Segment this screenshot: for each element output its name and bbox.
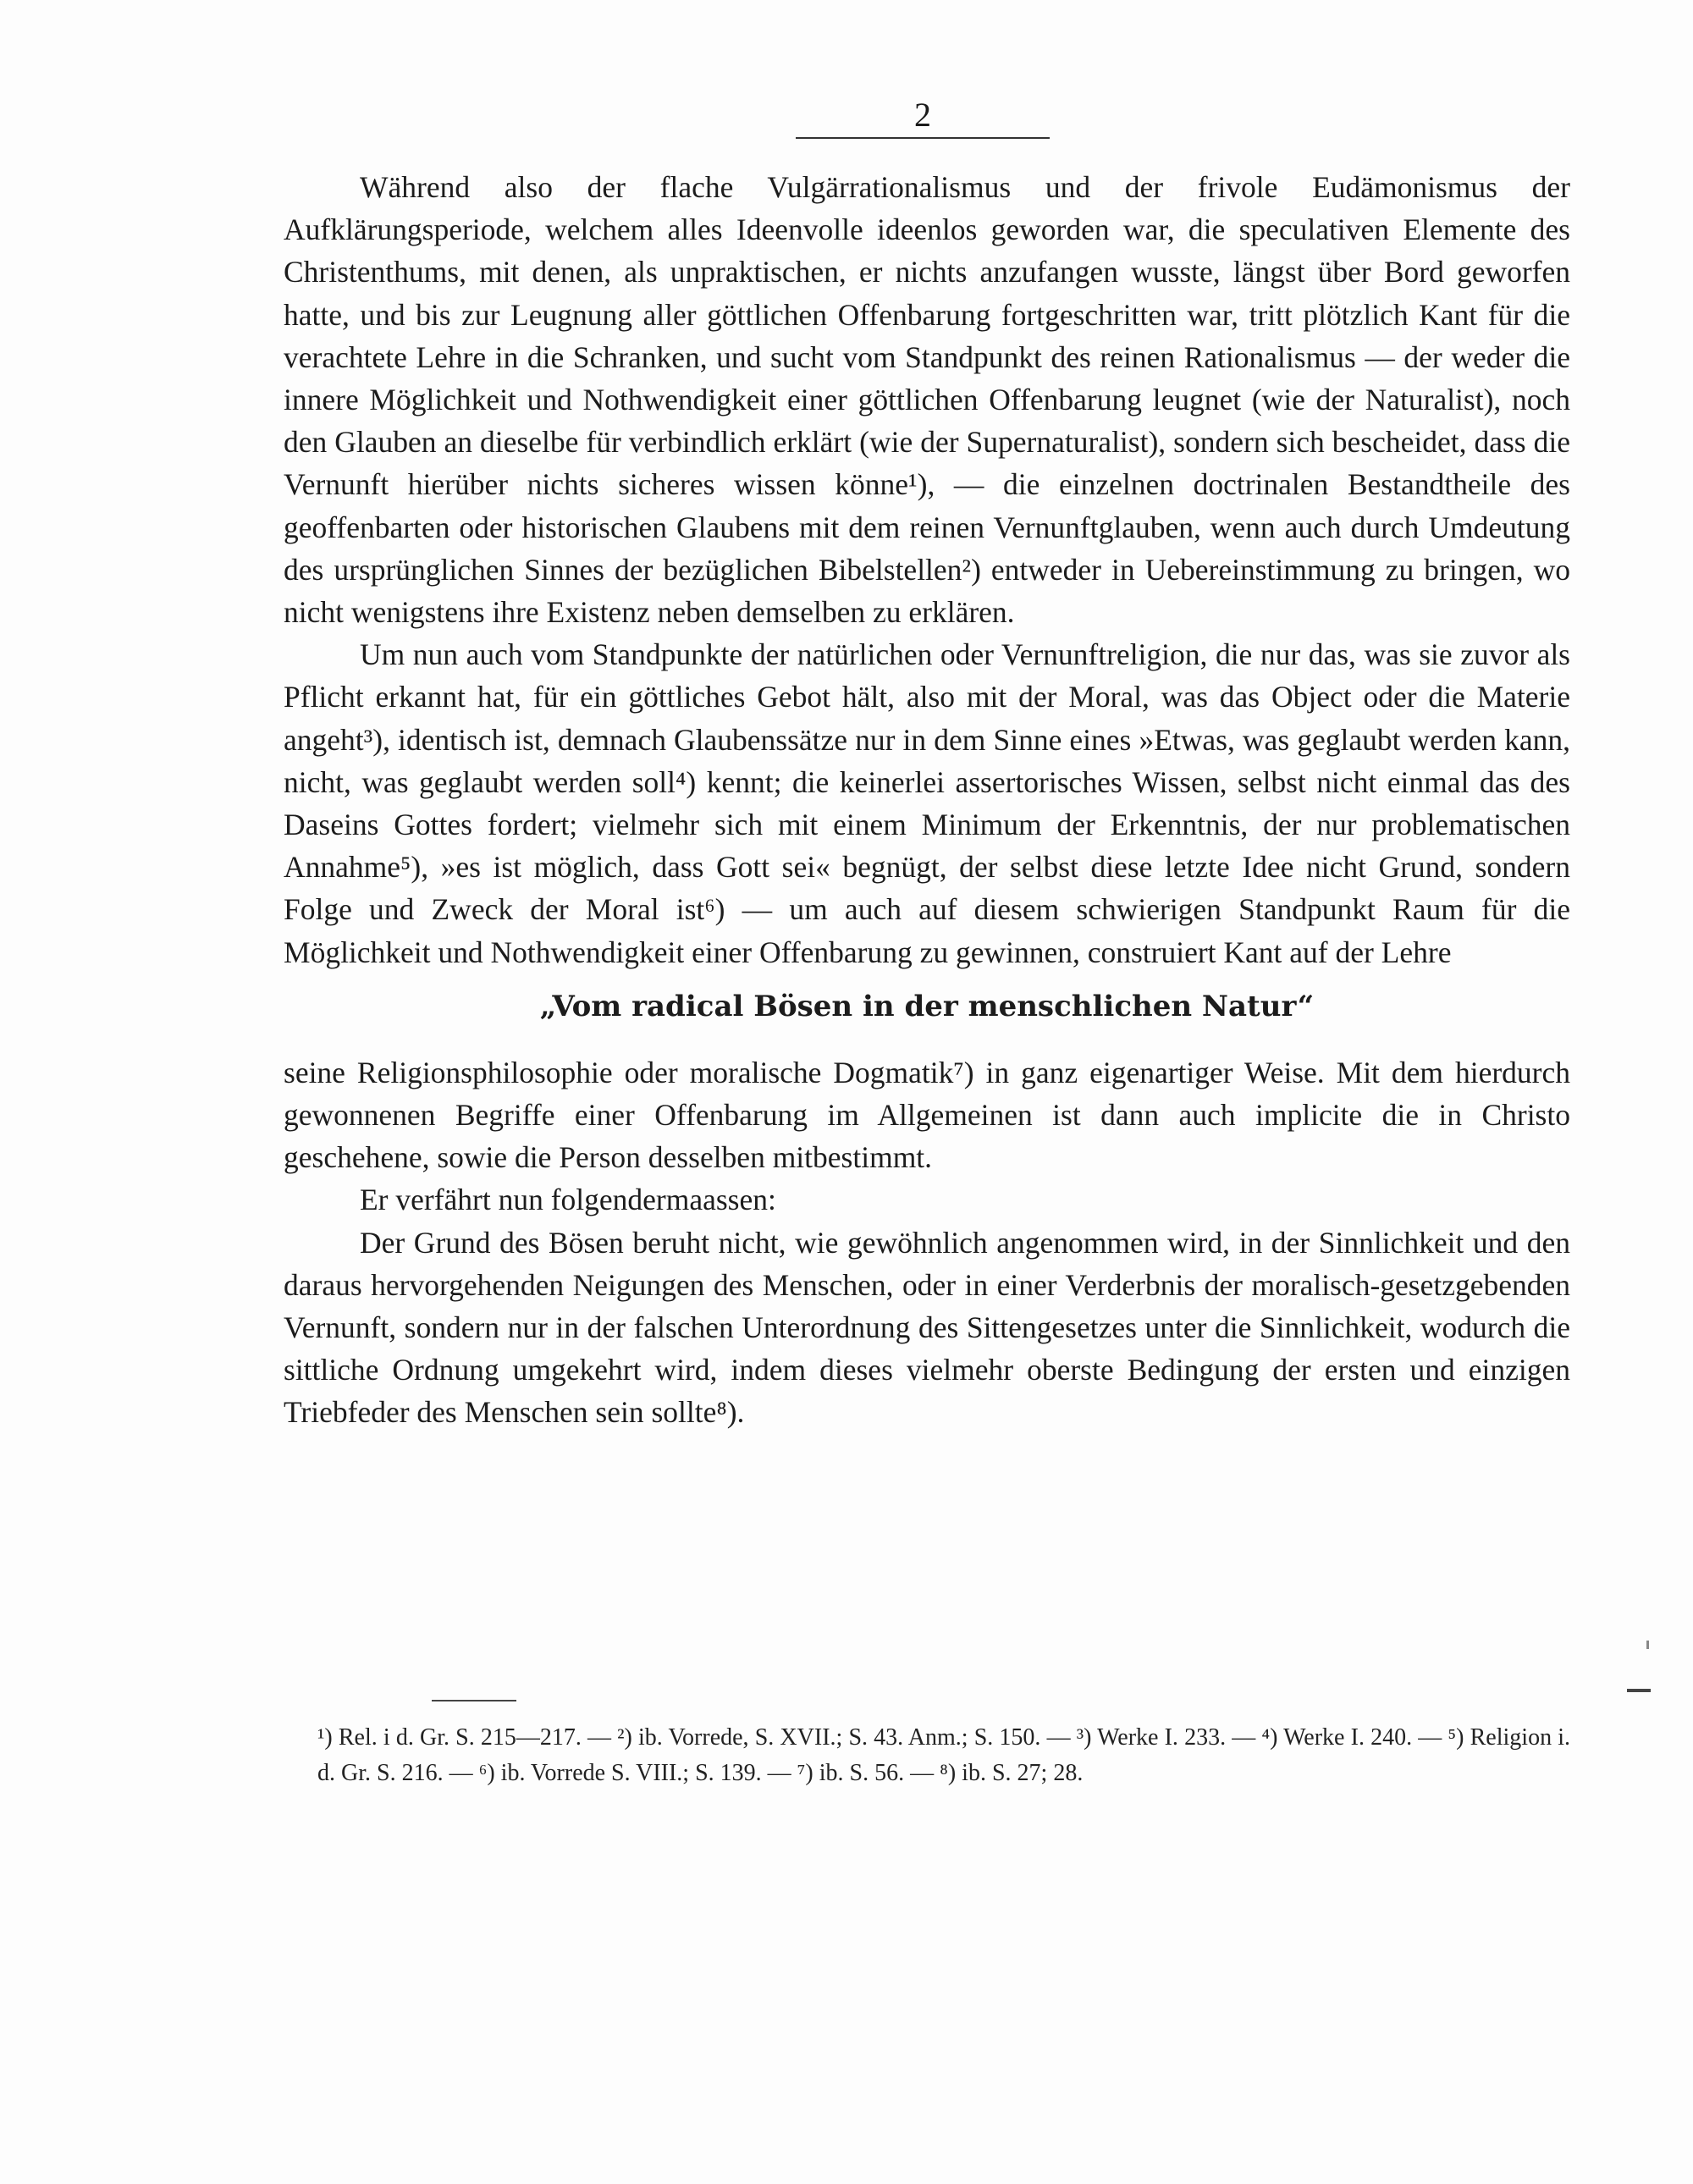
paragraph-4: Er verfährt nun folgendermaassen: — [360, 1183, 776, 1217]
main-text — [284, 166, 1570, 1434]
paragraph-5: Der Grund des Bösen beruht nicht, wie gewöhnlich angenommen wird, in der Sinnlichkeit und den daraus hervorgehenden Neigungen des Menschen, oder in einer Verderbnis der moralisch-gesetzgebenden Vernunft, sondern nur in der falschen Unterordnung des Sittengesetzes unter die Sinnlichkeit, wodurch die sittliche Ordnung umgekehrt wird, indem dieses vielmehr oberste Bedingung der ersten und einzigen Triebfeder des Menschen sein sollte⁸). — [284, 1225, 1570, 1430]
section-heading: „Vom radical Bösen in der menschlichen Natur“ — [539, 989, 1315, 1023]
header-rule — [796, 137, 1050, 139]
footnotes: ¹) Rel. i d. Gr. S. 215—217. — ²) ib. Vorrede, S. XVII.; S. 43. Anm.; S. 150. — ³) Werke I. 233. — ⁴) Werke I. 240. — ⁵) Religion i. d. Gr. S. 216. — ⁶) ib. Vorrede S. VIII.; S. 139. — ⁷) ib. S. 56. — ⁸) ib. S. 27; 28. — [317, 1724, 1570, 1786]
paragraph-2: Um nun auch vom Standpunkte der natürlichen oder Vernunftreligion, die nur das, was sie zuvor als Pflicht erkannt hat, für ein göttliches Gebot hält, also mit der Moral, was das Object oder die Materie angeht³), identisch ist, demnach Glaubenssätze nur in dem Sinne eines »Etwas, was geglaubt werden kann, nicht, was geglaubt werden soll⁴) kennt; die keinerlei assertorisches Wissen, selbst nicht einmal das des Daseins Gottes fordert; vielmehr sich mit einem Minimum der Erkenntnis, der nur problematischen Annahme⁵), »es ist möglich, dass Gott sei« begnügt, der selbst diese letzte Idee nicht Grund, sondern Folge und Zweck der Moral ist⁶) — um auch auf diesem schwierigen Standpunkt Raum für die Möglichkeit und Nothwendigkeit einer Offenbarung zu gewinnen, construiert Kant auf der Lehre — [284, 637, 1570, 969]
scan-mark-small — [1646, 1641, 1649, 1649]
paragraph-1: Während also der flache Vulgärrationalismus und der frivole Eudämonismus der Aufklärungsperiode, welchem alles Ideenvolle ideenlos geworden war, die speculativen Elemente des Christenthums, mit denen, als unpraktischen, er nichts anzufangen wusste, längst über Bord geworfen hatte, und bis zur Leugnung aller göttlichen Offenbarung fortgeschritten war, tritt plötzlich Kant für die verachtete Lehre in die Schranken, und sucht vom Standpunkt des reinen Rationalismus — der weder die innere Möglichkeit und Nothwendigkeit einer göttlichen Offenbarung leugnet (wie der Naturalist), noch den Glauben an dieselbe für verbindlich erklärt (wie der Supernaturalist), sondern sich bescheidet, dass die Vernunft hierüber nichts sicheres wissen könne¹), — die einzelnen doctrinalen Bestandtheile des geoffenbarten oder historischen Glaubens mit dem reinen Vernunftglauben, wenn auch durch Umdeutung des ursprünglichen Sinnes der bezüglichen Bibelstellen²) entweder in Uebereinstimmung zu bringen, wo nicht wenigstens ihre Existenz neben demselben zu erklären. — [284, 170, 1570, 630]
footnote-rule — [432, 1700, 516, 1701]
paragraph-3: seine Religionsphilosophie oder moralische Dogmatik⁷) in ganz eigenartiger Weise. Mit dem hierdurch gewonnenen Begriffe einer Offenbarung im Allgemeinen ist dann auch implicite die in Christo geschehene, sowie die Person desselben mitbestimmt. — [284, 1055, 1570, 1175]
page-number: 2 — [914, 96, 931, 134]
scan-mark — [1627, 1689, 1651, 1692]
